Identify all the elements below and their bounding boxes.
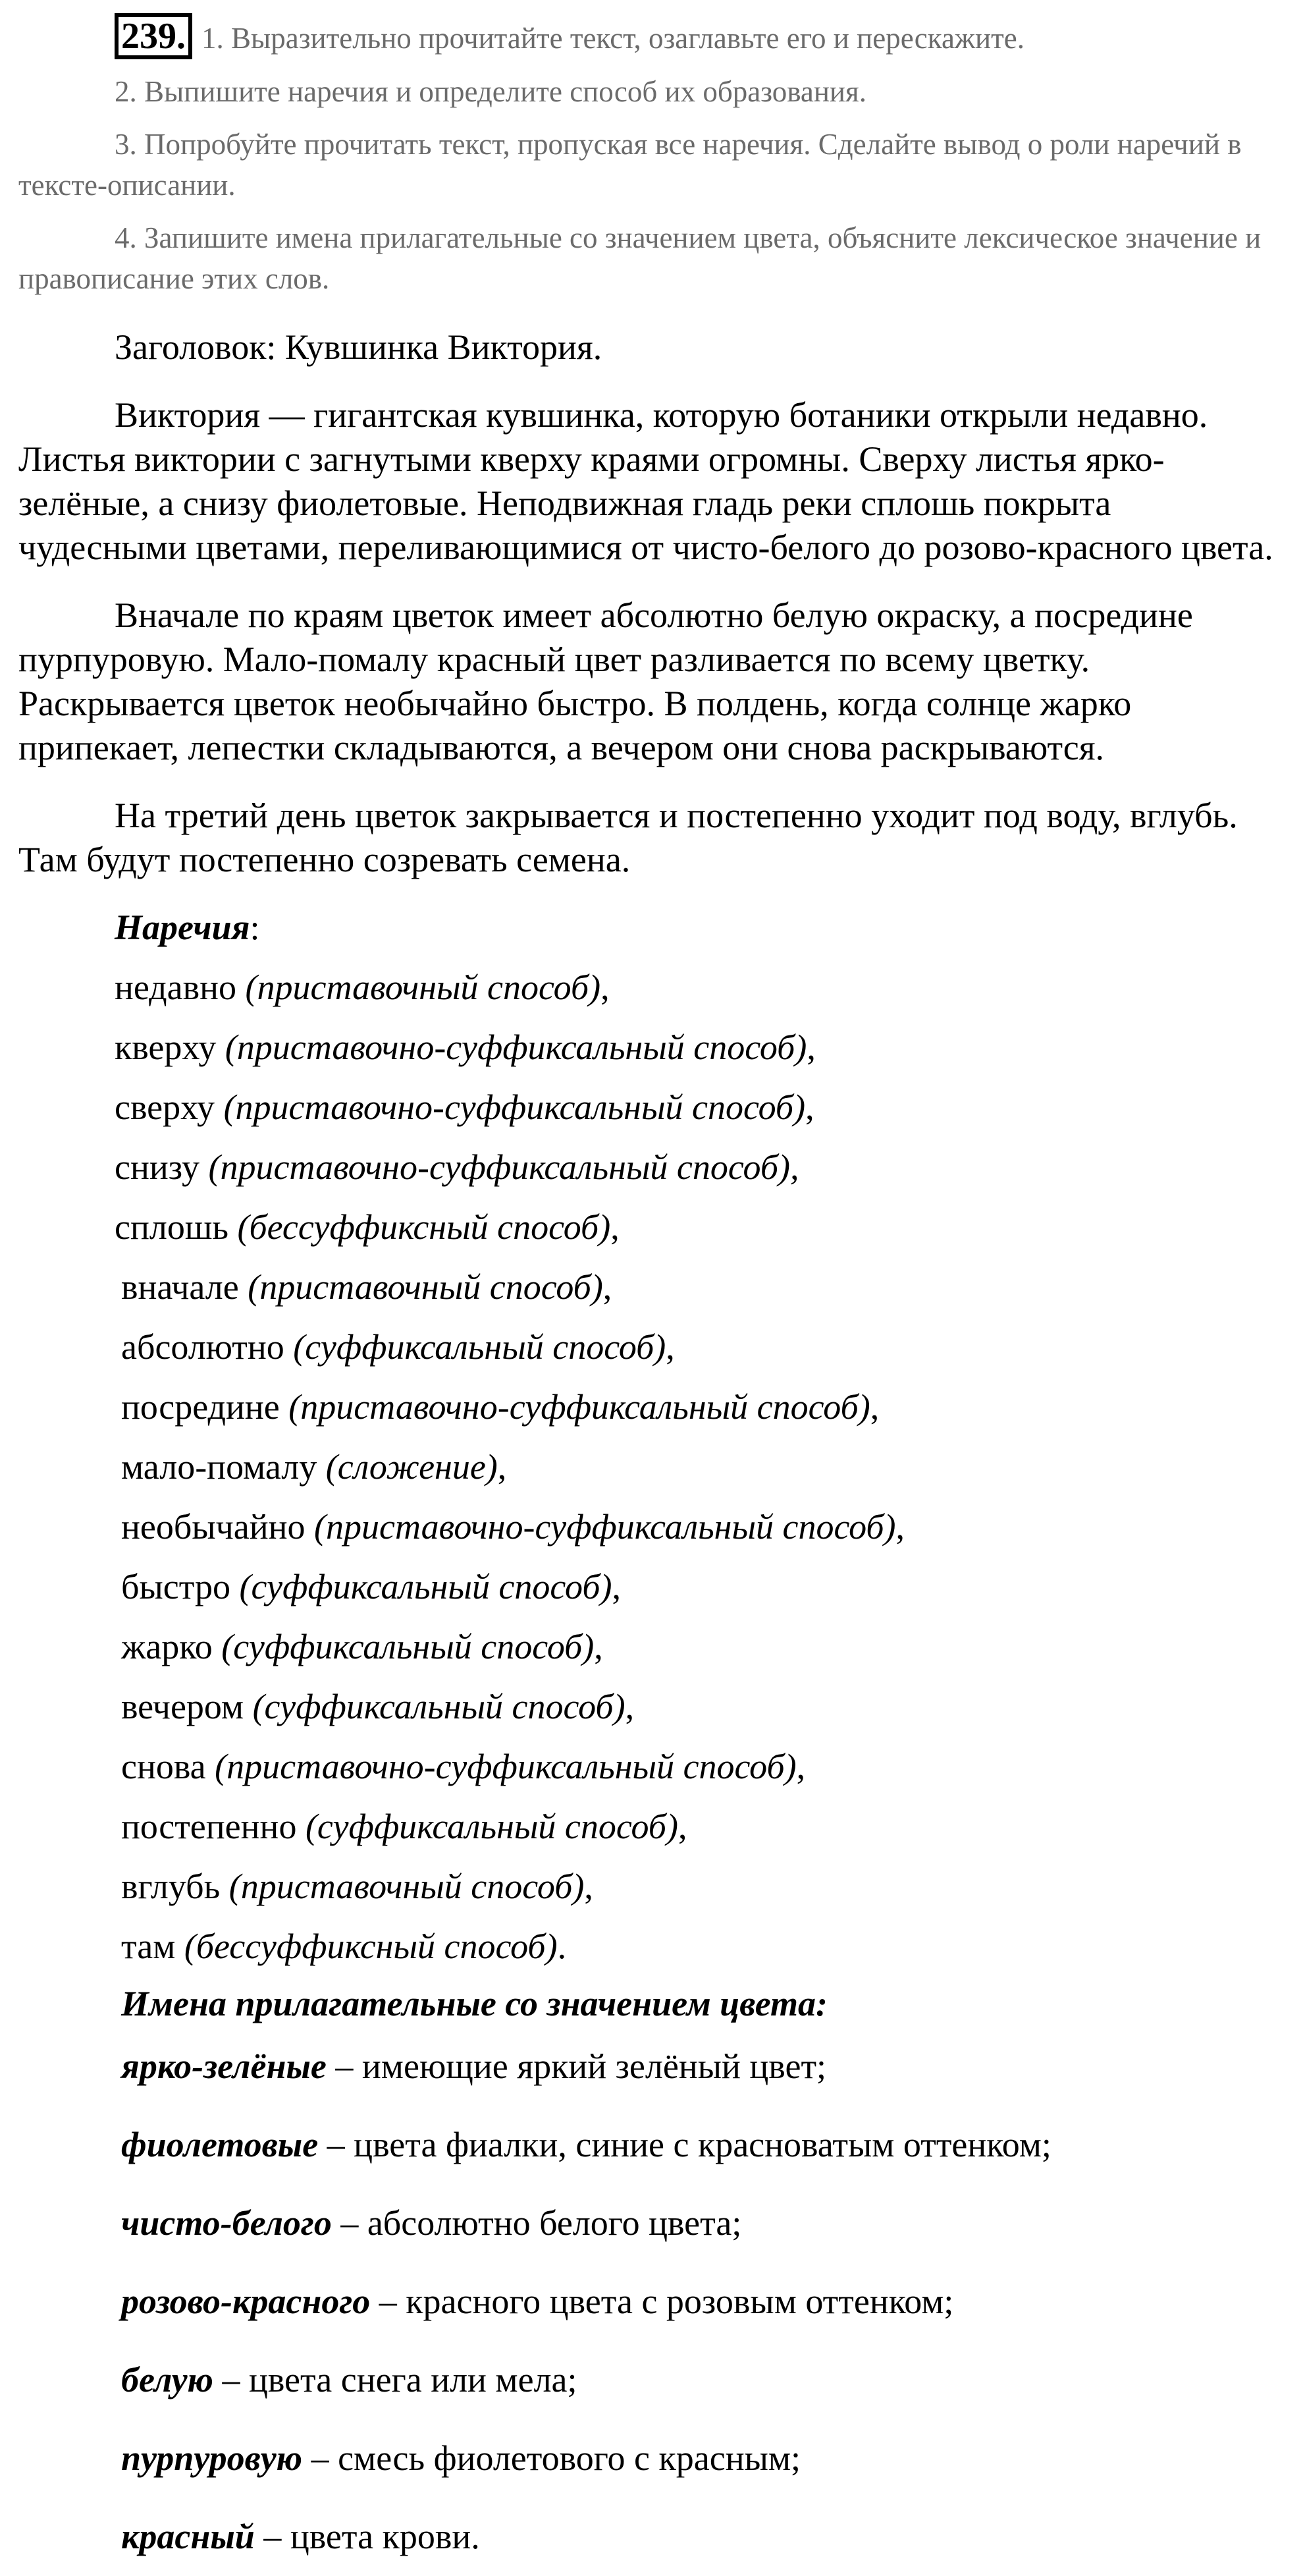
adverb-word: там [121, 1927, 176, 1966]
adverbs-section-title [115, 906, 1303, 950]
formation-method: (бессуффиксный способ) [184, 1927, 558, 1966]
adverb-punct: , [497, 1447, 507, 1487]
adverb-item [121, 1385, 1303, 1429]
formation-method: (приставочный способ) [245, 968, 601, 1007]
color-adjective-word: пурпуровую [121, 2438, 303, 2478]
adverb-punct: , [612, 1567, 621, 1606]
adverb-item [121, 1925, 1303, 1969]
adverb-item [121, 1865, 1303, 1909]
color-adjective-item [121, 2280, 1303, 2324]
text-paragraph: Вначале по краям цветок имеет абсолютно белую окраску, а посредине пурпуровую. Мало-помалу красный цвет разливается по всему цветку. Раскрывается цветок необычайно быстро. В полдень, когда солнце жарко припекает, лепестки складываются, а вечером они снова раскрываются. [18, 595, 1193, 767]
color-adjective-list [0, 2044, 1303, 2559]
color-adjective-word: розово-красного [121, 2282, 371, 2321]
formation-method: (приставочный способ) [248, 1267, 603, 1307]
color-adjective-meaning: – красного цвета с розовым оттенком; [370, 2282, 954, 2321]
text-paragraph: На третий день цветок закрывается и постепенно уходит под воду, вглубь. Там будут постепенно созревать семена. [18, 796, 1238, 879]
exercise-task: 3. Попробуйте прочитать текст, пропуская все наречия. Сделайте вывод о роли наречий в тексте-описании. [18, 128, 1242, 202]
color-adjective-item [121, 2044, 1303, 2089]
adverb-item [121, 1505, 1303, 1549]
adverb-punct: , [870, 1387, 880, 1427]
adverb-word: вначале [121, 1267, 239, 1307]
adverb-word: необычайно [121, 1507, 306, 1547]
color-adjective-item [121, 2358, 1303, 2402]
formation-method: (приставочно-суффиксальный способ), [208, 1147, 799, 1187]
exercise-task: 4. Запишите имена прилагательные со значением цвета, объясните лексическое значение и правописание этих слов. [18, 221, 1262, 295]
adverb-word: снова [121, 1747, 206, 1786]
formation-method: (суффиксальный способ) [293, 1327, 666, 1367]
color-adjective-item [121, 2201, 1303, 2245]
adverbs-title-text: Наречия [115, 908, 250, 947]
adverb-punct: , [807, 1028, 816, 1067]
color-adjective-word: ярко-зелёные [121, 2046, 327, 2086]
adverb-word: посредине [121, 1387, 280, 1427]
color-adjective-meaning: – смесь фиолетового с красным; [302, 2438, 801, 2478]
formation-method: (суффиксальный способ) [239, 1567, 612, 1606]
color-adjective-meaning: – цвета крови. [254, 2517, 480, 2556]
adverb-word: постепенно [121, 1807, 297, 1846]
color-adjective-word: белую [121, 2360, 213, 2399]
color-adjective-meaning: – абсолютно белого цвета; [331, 2203, 742, 2243]
adverb-item [115, 1205, 1303, 1249]
adverb-word: сверху [115, 1087, 215, 1127]
adverb-punct: , [594, 1627, 603, 1666]
adverb-word: мало-помалу [121, 1447, 317, 1487]
adverb-item [121, 1745, 1303, 1789]
formation-method: (приставочно-суффиксальный способ) [223, 1087, 806, 1127]
adverb-item [121, 1565, 1303, 1609]
adverb-item [121, 1325, 1303, 1369]
color-adjective-meaning: – цвета фиалки, синие с красноватым оттенком; [318, 2125, 1051, 2164]
color-adjective-item [121, 2123, 1303, 2167]
exercise-task: 2. Выпишите наречия и определите способ их образования. [115, 75, 866, 108]
formation-method: (приставочно-суффиксальный способ) [225, 1028, 807, 1067]
adverb-list [0, 966, 1303, 1969]
formation-method: (сложение) [325, 1447, 498, 1487]
color-adjective-meaning: – имеющие яркий зелёный цвет; [326, 2046, 827, 2086]
adverb-word: жарко [121, 1627, 213, 1666]
adverb-punct: , [584, 1867, 593, 1906]
adverb-word: быстро [121, 1567, 230, 1606]
color-adjective-word: фиолетовые [121, 2125, 319, 2164]
adverb-word: вглубь [121, 1867, 221, 1906]
color-adjective-word: красный [121, 2517, 255, 2556]
formation-method: (суффиксальный способ) [305, 1807, 678, 1846]
adverb-word: сплошь [115, 1207, 229, 1247]
adverb-punct: , [678, 1807, 687, 1846]
adverb-word: недавно [115, 968, 236, 1007]
color-adjective-item [121, 2436, 1303, 2480]
adverb-item [121, 1805, 1303, 1849]
formation-method: (суффиксальный способ) [252, 1687, 625, 1726]
color-adjective-meaning: – цвета снега или мела; [213, 2360, 577, 2399]
task-text: 1. Выразительно прочитайте текст, озаглавьте его и перескажите. [201, 22, 1024, 55]
adverb-item [115, 1085, 1303, 1130]
adverb-punct: . [557, 1927, 567, 1966]
adverb-item [121, 1685, 1303, 1729]
adverb-word: вечером [121, 1687, 244, 1726]
color-adjectives-title: Имена прилагательные со значением цвета: [121, 1984, 828, 2023]
color-adjective-item [121, 2515, 1303, 2559]
formation-method: (приставочный способ) [228, 1867, 585, 1906]
adverb-item [121, 1445, 1303, 1489]
answer-heading: Заголовок: Кувшинка Виктория. [115, 327, 602, 367]
adverbs-title-colon: : [250, 908, 260, 947]
formation-method: (приставочно-суффиксальный способ) [314, 1507, 896, 1547]
adverb-punct: , [895, 1507, 905, 1547]
adverb-item [115, 1145, 1303, 1190]
formation-method: (приставочно-суффиксальный способ) [288, 1387, 870, 1427]
adverb-word: абсолютно [121, 1327, 284, 1367]
adverb-item [121, 1625, 1303, 1669]
adverb-punct: , [610, 1207, 620, 1247]
text-paragraph: Виктория — гигантская кувшинка, которую ботаники открыли недавно. Листья виктории с загнутыми кверху краями огромны. Сверху листья ярко-зелёные, а снизу фиолетовые. Неподвижная гладь реки сплошь покрыта чудесными цветами, переливающимися от чисто-белого до розово-красного цвета. [18, 395, 1273, 567]
adverb-punct: , [805, 1087, 814, 1127]
exercise-number-badge: 239. [115, 13, 192, 59]
color-adjective-word: чисто-белого [121, 2203, 332, 2243]
formation-method: (суффиксальный способ) [221, 1627, 595, 1666]
adverb-punct: , [625, 1687, 635, 1726]
adverb-punct: , [666, 1327, 675, 1367]
adverb-word: снизу [115, 1147, 199, 1187]
adverb-item [115, 1026, 1303, 1070]
adverb-punct: , [600, 968, 610, 1007]
exercise-task [0, 0, 1303, 59]
adverb-item [115, 966, 1303, 1010]
formation-method: (приставочно-суффиксальный способ) [215, 1747, 797, 1786]
adverb-item [121, 1265, 1303, 1309]
formation-method: (бессуффиксный способ) [237, 1207, 611, 1247]
adverb-punct: , [796, 1747, 806, 1786]
adverb-punct: , [602, 1267, 612, 1307]
adverb-word: кверху [115, 1028, 217, 1067]
